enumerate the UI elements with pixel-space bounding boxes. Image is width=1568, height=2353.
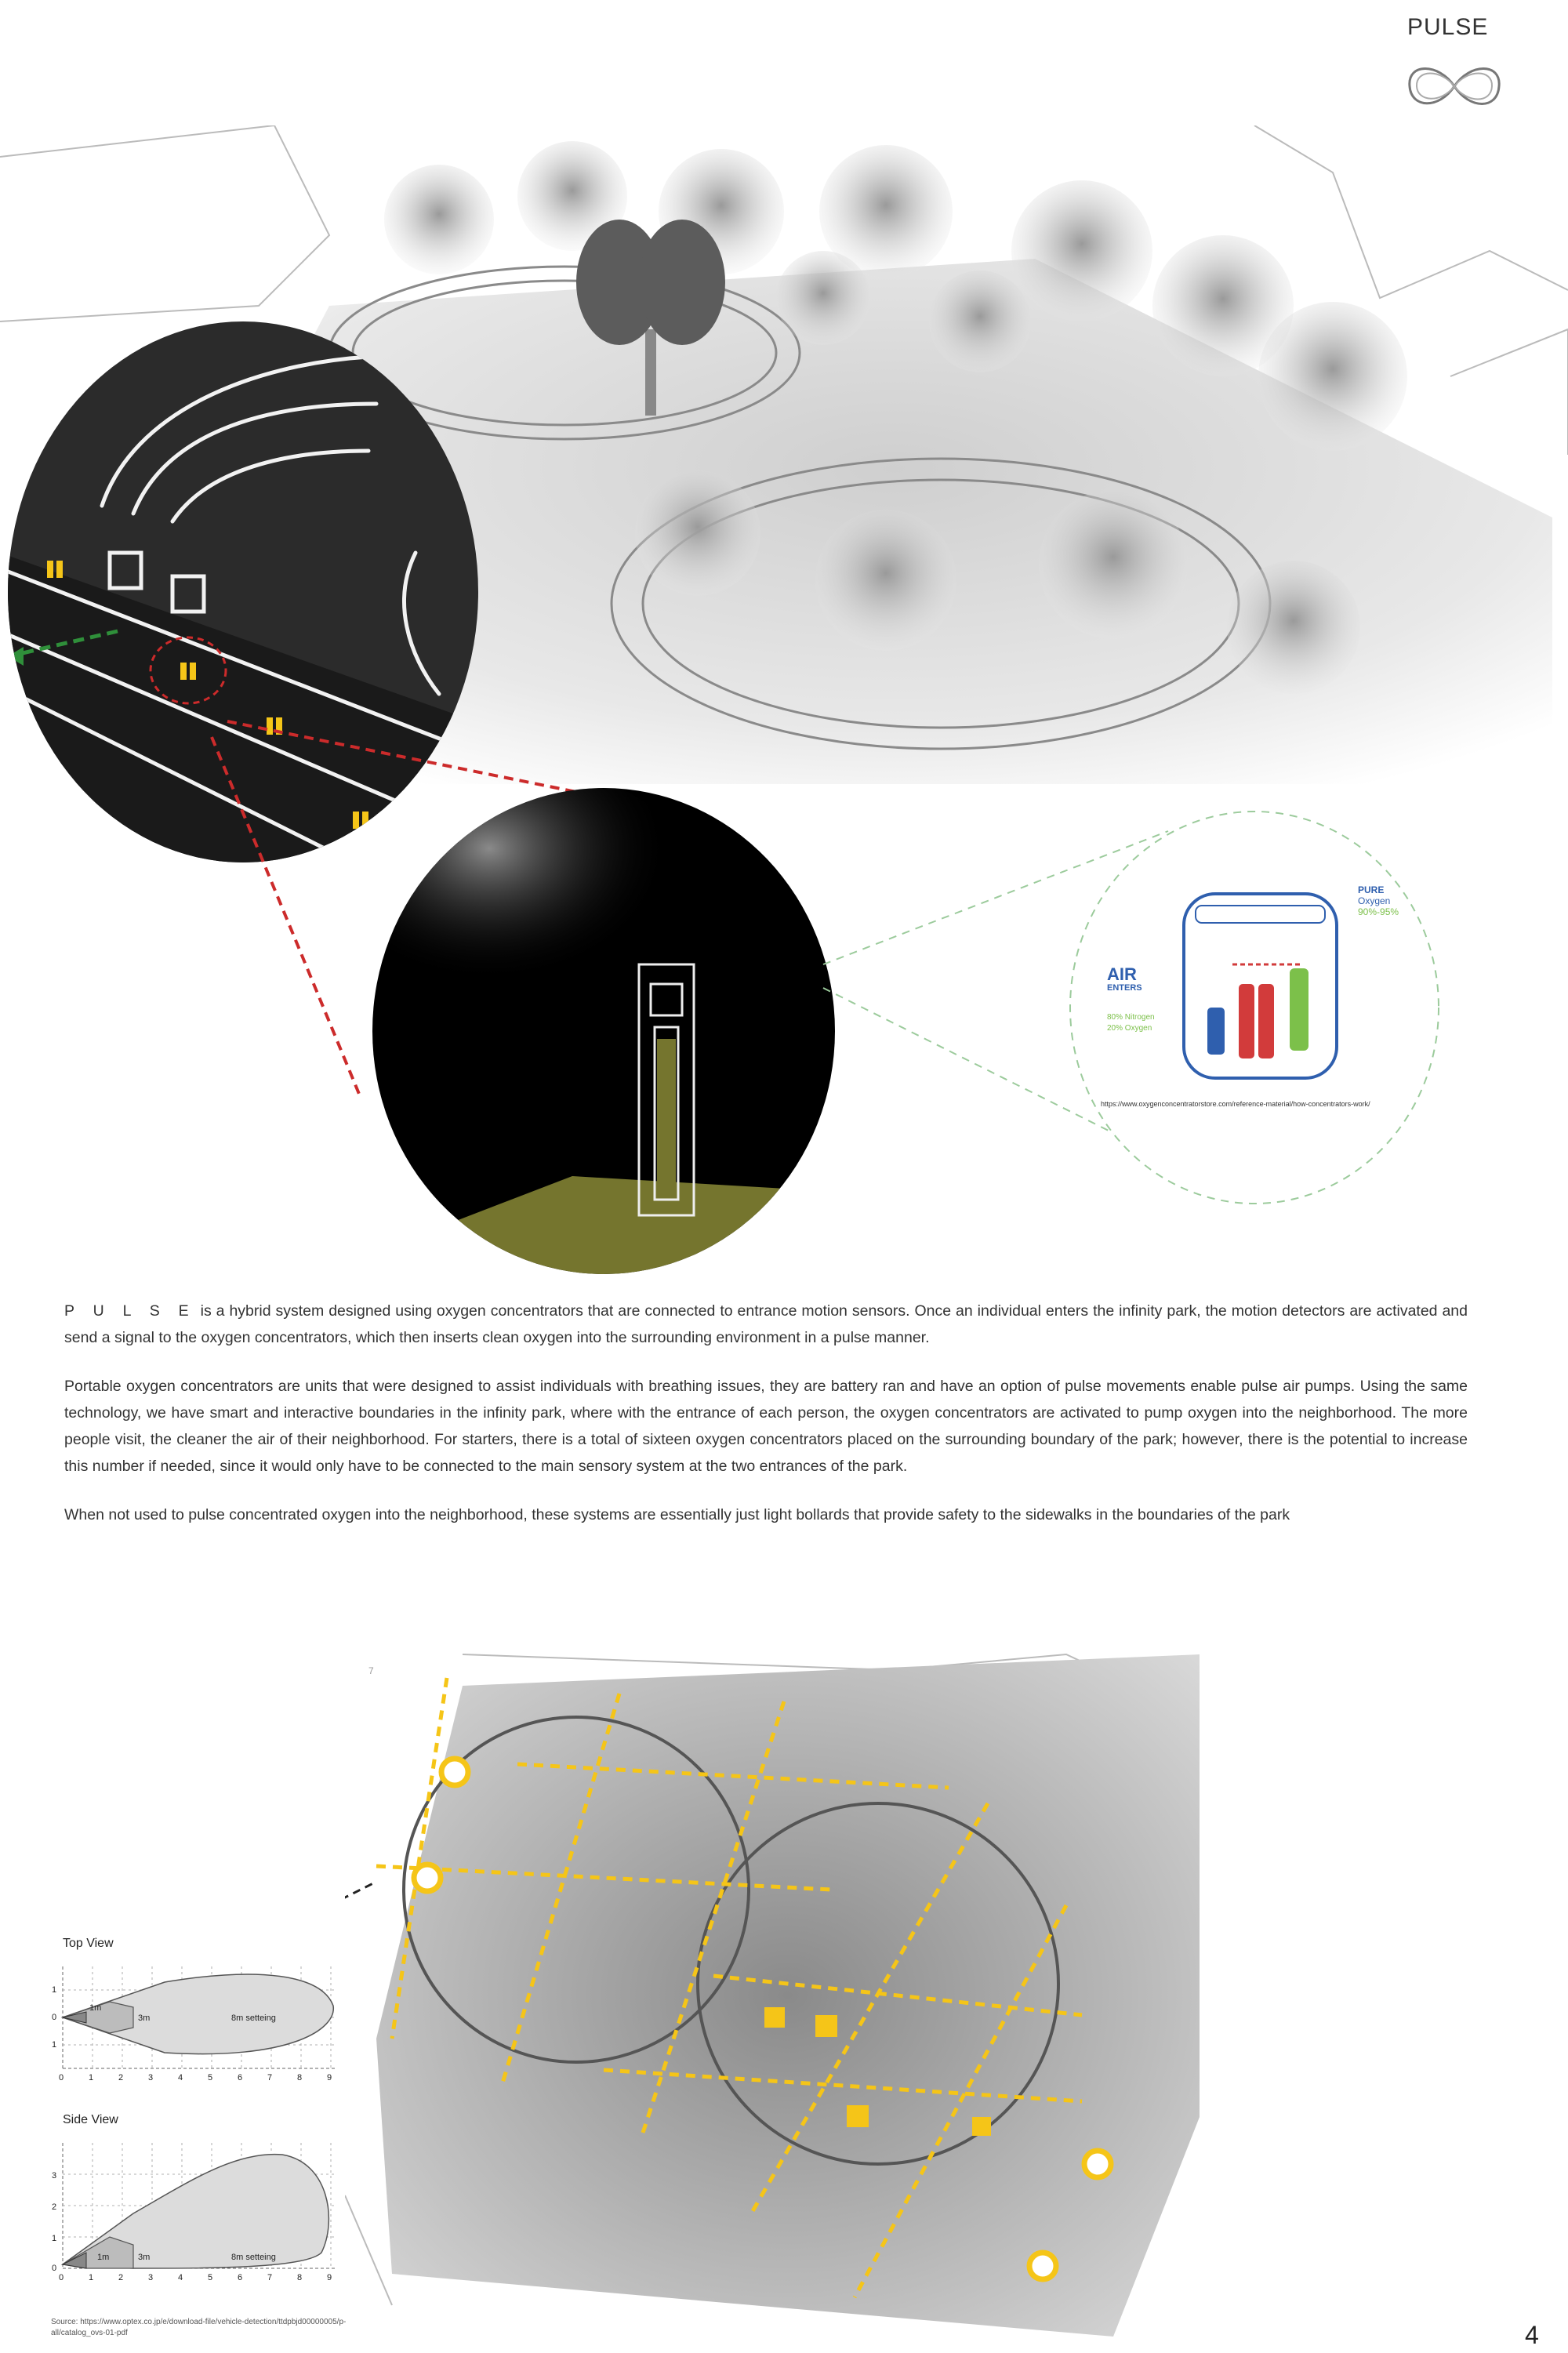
side-x-5: 5 [208, 2273, 213, 2282]
side-y-tick-3: 3 [52, 2171, 57, 2181]
top-zone-1m: 1m [89, 2003, 102, 2013]
side-y-tick-2: 2 [52, 2202, 57, 2212]
sensor-side-view [52, 2113, 345, 2301]
pulse-word: P U L S E [64, 1302, 196, 1320]
bollard-closeup-circle [368, 784, 839, 1278]
top-x-4: 4 [178, 2073, 183, 2082]
top-x-5: 5 [208, 2073, 213, 2082]
top-view-grid [55, 1959, 345, 2092]
side-x-0: 0 [59, 2273, 64, 2282]
paragraph-1 [64, 1298, 1468, 1351]
top-x-9: 9 [327, 2073, 332, 2082]
top-x-7: 7 [267, 2073, 273, 2082]
page-number: 4 [1525, 2321, 1539, 2349]
air-subtitle: ENTERS [1107, 983, 1142, 993]
source-citation: Source: https://www.optex.co.jp/e/download-file/vehicle-detection/ttdpbjd00000005/p-all/catalog_ovs-01-pdf [51, 2318, 347, 2337]
side-x-2: 2 [118, 2273, 124, 2282]
oxygen-in-label: 20% Oxygen [1107, 1024, 1152, 1033]
top-x-2: 2 [118, 2073, 124, 2082]
concentrator-circle [1066, 808, 1443, 1207]
side-x-7: 7 [267, 2273, 273, 2282]
infinity-icon [1403, 55, 1505, 118]
paragraph-2: Portable oxygen concentrators are units that were designed to assist individuals with breathing issues, they are battery ran and have an option of pulse movements enable pulse air pumps. Using the same technology, we have smart and interactive boundaries in the infinity park, where with the entrance of each person, the oxygen concentrators are activated to pump oxygen into the neighborhood. The more people visit, the cleaner the air of their neighborhood. For starters, there is a total of sixteen oxygen concentrators placed on the surrounding boundary of the park; however, there is the potential to increase this number if needed, since it would only have to be connected to the main sensory system at the two entrances of the park. [64, 1378, 1468, 1475]
paragraph-1-body: is a hybrid system designed using oxygen concentrators that are connected to entrance motion sensors. Once an individual enters the infinity park, the motion detectors are activated and send a signal to the oxygen concentrators, which then inserts clean oxygen into the surrounding environment in a pulse manner. [64, 1302, 1468, 1346]
side-y-tick-0: 0 [52, 2264, 57, 2273]
pure-subtitle: Oxygen [1358, 895, 1391, 906]
plan-corner-mark: 7 [368, 1665, 374, 1676]
top-x-0: 0 [59, 2073, 64, 2082]
top-zone-8m: 8m setteing [231, 2013, 276, 2023]
page-title: PULSE [1407, 14, 1489, 40]
nitrogen-label: 80% Nitrogen [1107, 1013, 1155, 1022]
side-zone-3m: 3m [138, 2253, 151, 2262]
pure-title: PURE [1358, 884, 1385, 895]
top-x-1: 1 [89, 2073, 94, 2082]
paragraph-3: When not used to pulse concentrated oxygen into the neighborhood, these systems are essentially just light bollards that provide safety to the sidewalks in the boundaries of the park [64, 1506, 1290, 1523]
reference-url: https://www.oxygenconcentratorstore.com/reference-material/how-concentrators-work/ [1101, 1100, 1370, 1108]
top-zone-3m: 3m [138, 2013, 151, 2023]
top-x-3: 3 [148, 2073, 154, 2082]
side-x-4: 4 [178, 2273, 183, 2282]
top-view-title: Top View [63, 1937, 114, 1950]
top-x-8: 8 [297, 2073, 303, 2082]
description-text [64, 1298, 1468, 1550]
oxygen-concentrator-diagram [1066, 808, 1443, 1207]
side-x-3: 3 [148, 2273, 154, 2282]
top-x-6: 6 [238, 2073, 243, 2082]
side-zone-1m: 1m [97, 2253, 110, 2262]
side-x-8: 8 [297, 2273, 303, 2282]
side-x-1: 1 [89, 2273, 94, 2282]
side-zone-8m: 8m setteing [231, 2253, 276, 2262]
top-y-tick-1: 1 [52, 1985, 57, 1995]
park-plan-axonometric [345, 1647, 1223, 2337]
top-y-tick-0: 0 [52, 2013, 57, 2022]
side-x-6: 6 [238, 2273, 243, 2282]
side-y-tick-1: 1 [52, 2234, 57, 2243]
top-y-tick-neg1: 1 [52, 2040, 57, 2050]
pure-percentage: 90%-95% [1358, 906, 1399, 917]
air-title: AIR [1107, 964, 1137, 984]
side-x-9: 9 [327, 2273, 332, 2282]
sensor-top-view [52, 1937, 345, 2101]
side-view-title: Side View [63, 2113, 118, 2126]
